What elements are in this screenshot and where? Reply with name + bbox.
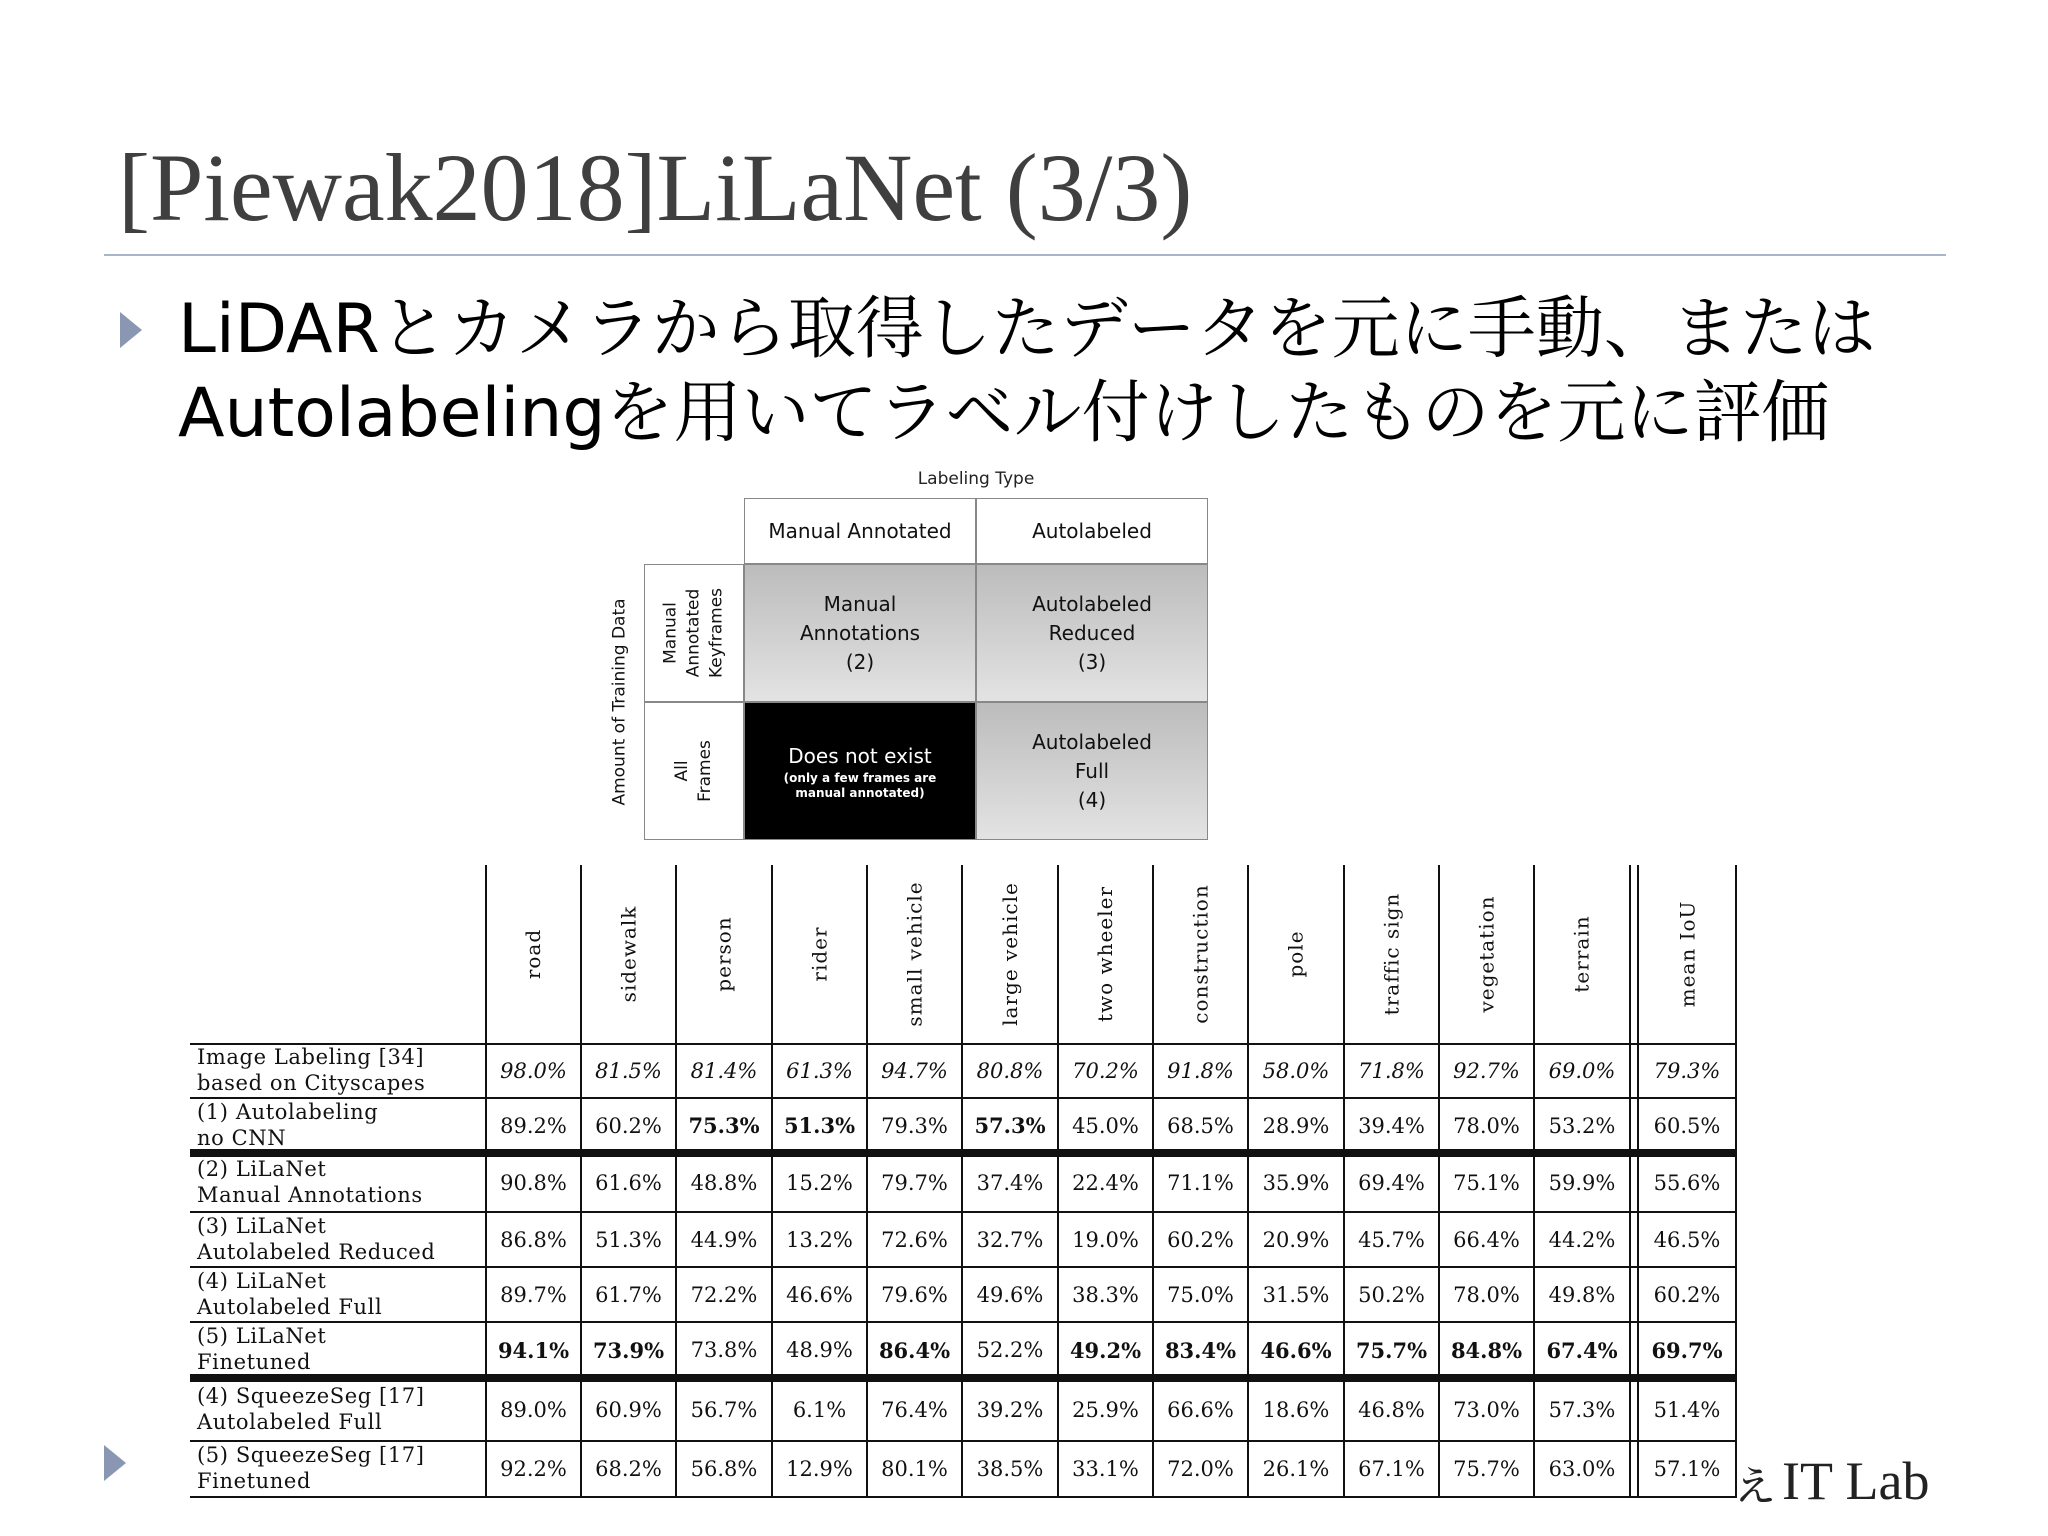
column-header-label: construction: [1188, 884, 1213, 1024]
table-cell: 61.6%: [595, 1170, 662, 1195]
table-cell: 39.2%: [976, 1397, 1044, 1422]
row-label-line: (4) SqueezeSeg [17]: [197, 1383, 425, 1408]
table-cell: 67.1%: [1358, 1457, 1425, 1481]
column-header-label: large vehicle: [998, 882, 1023, 1026]
row-label-line: Autolabeled Full: [197, 1409, 383, 1434]
table-cell: 38.5%: [976, 1457, 1044, 1481]
column-header-label: traffic sign: [1379, 892, 1404, 1016]
column-header-label: terrain: [1569, 915, 1594, 993]
table-cell: 12.9%: [786, 1457, 853, 1481]
table-cell: 84.8%: [1450, 1337, 1523, 1363]
table-row-label: [197, 1442, 483, 1494]
table-cell: 71.8%: [1358, 1059, 1425, 1083]
row-label-line: based on Cityscapes: [197, 1071, 426, 1095]
table-cell: 31.5%: [1262, 1282, 1330, 1307]
row-label-line: Finetuned: [197, 1469, 311, 1493]
table-cell: 72.6%: [881, 1227, 948, 1252]
table-cell: 19.0%: [1072, 1227, 1139, 1252]
column-header: [1058, 865, 1153, 1043]
table-cell: 53.2%: [1548, 1113, 1616, 1138]
col-header-manual-annotated: Manual Annotated: [744, 498, 976, 564]
table-cell: 57.3%: [1548, 1397, 1616, 1422]
table-cell: 56.7%: [690, 1397, 758, 1422]
cell-autolabeled-reduced: Autolabeled Reduced (3): [976, 564, 1208, 702]
row-label-line: Autolabeled Reduced: [197, 1239, 436, 1264]
footer-triangle-icon: [104, 1445, 126, 1481]
table-row-label: [197, 1323, 483, 1375]
table-cell: 75.7%: [1355, 1337, 1428, 1363]
bullet-line-2: Autolabelingを用いてラベル付けしたものを元に評価: [178, 374, 1830, 453]
table-cell: 55.6%: [1653, 1170, 1721, 1195]
column-header-label: road: [521, 928, 546, 980]
table-cell: 67.4%: [1546, 1337, 1618, 1363]
column-header-label: small vehicle: [902, 881, 927, 1027]
table-cell: 75.7%: [1453, 1457, 1520, 1481]
table-cell: 33.1%: [1072, 1457, 1139, 1481]
table-cell: 91.8%: [1167, 1059, 1234, 1083]
row-label-line: Manual Annotations: [197, 1182, 423, 1207]
column-header: [1534, 865, 1630, 1043]
table-cell: 61.7%: [595, 1282, 662, 1307]
cell-autolabeled-full: Autolabeled Full (4): [976, 702, 1208, 840]
table-cell: 81.4%: [690, 1059, 758, 1083]
table-cell: 81.5%: [595, 1059, 662, 1083]
table-horizontal-rule: [190, 1496, 1736, 1498]
table-cell: 58.0%: [1262, 1059, 1330, 1083]
table-cell: 45.0%: [1072, 1113, 1139, 1138]
column-header-label: mean IoU: [1675, 900, 1700, 1008]
table-cell: 57.3%: [974, 1113, 1046, 1138]
table-cell: 60.2%: [595, 1113, 662, 1138]
column-header: [1153, 865, 1248, 1043]
column-header-label: rider: [807, 926, 832, 982]
table-row-label: [197, 1156, 483, 1208]
table-cell: 49.8%: [1548, 1282, 1616, 1307]
table-cell: 18.6%: [1262, 1397, 1330, 1422]
table-cell: 50.2%: [1358, 1282, 1425, 1307]
column-header: [1439, 865, 1534, 1043]
table-cell: 37.4%: [976, 1170, 1044, 1195]
table-cell: 69.7%: [1651, 1337, 1723, 1363]
table-cell: 39.4%: [1358, 1113, 1425, 1138]
table-cell: 25.9%: [1072, 1397, 1139, 1422]
table-cell: 48.8%: [690, 1170, 758, 1195]
table-cell: 72.2%: [690, 1282, 758, 1307]
table-cell: 46.6%: [1260, 1337, 1332, 1363]
table-cell: 60.9%: [595, 1397, 662, 1422]
table-cell: 51.4%: [1653, 1397, 1721, 1422]
row-header-all-frames-label: All Frames: [672, 740, 715, 802]
table-cell: 78.0%: [1453, 1113, 1520, 1138]
table-cell: 71.1%: [1167, 1170, 1234, 1195]
table-cell: 66.6%: [1167, 1397, 1234, 1422]
table-cell: 44.2%: [1548, 1227, 1616, 1252]
table-cell: 61.3%: [786, 1059, 853, 1083]
table-cell: 75.1%: [1453, 1170, 1520, 1195]
table-cell: 22.4%: [1072, 1170, 1139, 1195]
row-label-line: (5) SqueezeSeg [17]: [197, 1443, 425, 1467]
table-cell: 86.8%: [500, 1227, 567, 1252]
table-cell: 35.9%: [1262, 1170, 1330, 1195]
row-label-line: (5) LiLaNet: [197, 1324, 327, 1348]
table-cell: 28.9%: [1262, 1113, 1330, 1138]
table-cell: 49.6%: [976, 1282, 1044, 1307]
table-cell: 26.1%: [1262, 1457, 1330, 1481]
table-cell: 79.3%: [881, 1113, 948, 1138]
row-label-line: Autolabeled Full: [197, 1294, 383, 1319]
table-cell: 90.8%: [500, 1170, 567, 1195]
table-cell: 51.3%: [783, 1113, 856, 1138]
table-cell: 83.4%: [1164, 1337, 1237, 1363]
table-row-label: [197, 1044, 483, 1096]
row-header-keyframes-label: Manual Annotated Keyframes: [660, 587, 727, 679]
table-cell: 68.2%: [595, 1457, 662, 1481]
diagram-caption: Labeling Type: [917, 469, 1035, 489]
column-header: [581, 865, 676, 1043]
table-cell: 59.9%: [1548, 1170, 1616, 1195]
table-cell: 68.5%: [1167, 1113, 1234, 1138]
table-cell: 45.7%: [1358, 1227, 1425, 1252]
footer-lab-name: ぇIT Lab: [1728, 1451, 1930, 1511]
table-cell: 63.0%: [1548, 1457, 1616, 1481]
col-header-autolabeled: Autolabeled: [976, 498, 1208, 564]
column-header: [1638, 865, 1736, 1043]
table-cell: 46.5%: [1653, 1227, 1721, 1252]
table-cell: 76.4%: [881, 1397, 948, 1422]
table-cell: 80.1%: [881, 1457, 948, 1481]
table-cell: 80.8%: [976, 1059, 1044, 1083]
table-row-label: [197, 1268, 483, 1320]
table-cell: 51.3%: [595, 1227, 662, 1252]
cell-manual-annotations: Manual Annotations (2): [744, 564, 976, 702]
table-cell: 92.2%: [500, 1457, 567, 1481]
table-cell: 69.4%: [1358, 1170, 1425, 1195]
table-cell: 98.0%: [500, 1059, 567, 1083]
table-cell: 44.9%: [690, 1227, 758, 1252]
table-cell: 94.1%: [497, 1337, 570, 1363]
table-cell: 57.1%: [1653, 1457, 1721, 1481]
column-header: [867, 865, 962, 1043]
table-cell: 13.2%: [786, 1227, 853, 1252]
y-axis-label: Amount of Training Data: [609, 598, 630, 806]
table-cell: 73.0%: [1453, 1397, 1520, 1422]
column-header: [486, 865, 581, 1043]
table-row-label: [197, 1099, 483, 1151]
table-cell: 60.5%: [1653, 1113, 1721, 1138]
table-cell: 92.7%: [1453, 1059, 1520, 1083]
bullet-line-1: LiDARとカメラから取得したデータを元に手動、または: [178, 290, 1876, 369]
row-label-line: (4) LiLaNet: [197, 1268, 327, 1293]
row-label-line: (3) LiLaNet: [197, 1213, 327, 1238]
table-cell: 56.8%: [690, 1457, 758, 1481]
table-cell: 69.0%: [1548, 1059, 1616, 1083]
table-cell: 75.0%: [1167, 1282, 1234, 1307]
table-cell: 89.0%: [500, 1397, 567, 1422]
table-cell: 20.9%: [1262, 1227, 1330, 1252]
title-divider: [104, 254, 1946, 256]
bullet-triangle-icon: [120, 312, 142, 348]
table-cell: 86.4%: [878, 1337, 951, 1363]
table-cell: 15.2%: [786, 1170, 853, 1195]
table-cell: 60.2%: [1653, 1282, 1721, 1307]
table-cell: 79.6%: [881, 1282, 948, 1307]
table-cell: 73.9%: [592, 1337, 665, 1363]
table-cell: 46.6%: [786, 1282, 853, 1307]
slide-title: [Piewak2018]LiLaNet (3/3): [118, 134, 1193, 241]
column-header: [962, 865, 1058, 1043]
table-cell: 73.8%: [690, 1338, 758, 1362]
table-cell: 66.4%: [1453, 1227, 1520, 1252]
table-cell: 46.8%: [1358, 1397, 1425, 1422]
bullet-text: [178, 288, 1898, 456]
row-label-line: (2) LiLaNet: [197, 1156, 327, 1181]
table-cell: 70.2%: [1072, 1059, 1139, 1083]
table-cell: 89.7%: [500, 1282, 567, 1307]
row-label-line: (1) Autolabeling: [197, 1099, 379, 1124]
row-label-line: Image Labeling [34]: [197, 1045, 425, 1069]
column-header: [676, 865, 772, 1043]
table-cell: 38.3%: [1072, 1282, 1139, 1307]
table-cell: 78.0%: [1453, 1282, 1520, 1307]
table-row-label: [197, 1383, 483, 1435]
column-header-label: vegetation: [1474, 895, 1499, 1013]
table-cell: 6.1%: [792, 1397, 847, 1422]
table-cell: 89.2%: [500, 1113, 567, 1138]
table-cell: 32.7%: [976, 1227, 1044, 1252]
column-header: [772, 865, 867, 1043]
column-header-label: pole: [1283, 930, 1308, 978]
table-cell: 60.2%: [1167, 1227, 1234, 1252]
table-cell: 49.2%: [1069, 1337, 1142, 1363]
column-header-label: sidewalk: [616, 905, 641, 1003]
column-header-label: person: [711, 916, 736, 992]
cell-does-not-exist: Does not exist (only a few frames are manual annotated): [744, 702, 976, 840]
table-cell: 52.2%: [976, 1338, 1044, 1362]
table-cell: 72.0%: [1167, 1457, 1234, 1481]
row-label-line: no CNN: [197, 1125, 287, 1150]
column-header: [1248, 865, 1344, 1043]
table-cell: 48.9%: [786, 1338, 853, 1362]
table-cell: 75.3%: [688, 1113, 760, 1138]
table-cell: 94.7%: [881, 1059, 948, 1083]
row-label-line: Finetuned: [197, 1350, 311, 1374]
column-header-label: two wheeler: [1093, 885, 1118, 1023]
column-header: [1344, 865, 1439, 1043]
table-row-label: [197, 1213, 483, 1265]
table-cell: 79.3%: [1653, 1059, 1721, 1083]
table-cell: 79.7%: [881, 1170, 948, 1195]
